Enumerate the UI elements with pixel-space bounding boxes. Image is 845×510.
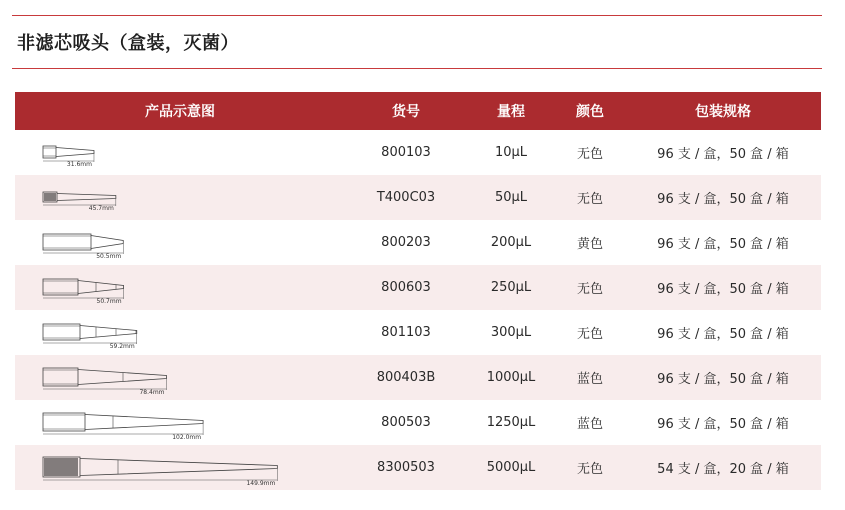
pipette-tip-drawing: [15, 355, 345, 400]
product-table: [15, 92, 821, 490]
tip-body: [80, 459, 277, 476]
product-packing: 96 支 / 盒，50 盒 / 箱: [657, 237, 789, 252]
pipette-tip-drawing: [15, 265, 345, 310]
pipette-tip-drawing: [15, 445, 345, 490]
tip-body: [85, 415, 203, 430]
tip-hub: [43, 413, 85, 431]
table-row: [15, 130, 821, 175]
pipette-tip-drawing: [15, 130, 345, 175]
header-image: 产品示意图: [145, 104, 215, 120]
product-code: 800203: [381, 235, 431, 250]
product-code: T400C03: [376, 190, 436, 205]
tip-body: [57, 194, 116, 201]
product-code: 800503: [381, 415, 431, 430]
tip-body: [91, 236, 123, 249]
tip-body: [80, 326, 137, 339]
table-header: [15, 92, 821, 130]
pipette-tip-drawing: [15, 220, 345, 265]
product-color: 无色: [576, 282, 603, 297]
pipette-tip-drawing: [15, 400, 345, 445]
length-label: 102.0mm: [172, 434, 202, 441]
tip-body: [78, 370, 167, 385]
product-color: 无色: [576, 327, 603, 342]
product-volume: 1000μL: [486, 370, 536, 385]
tip-diagram: [15, 265, 345, 310]
tip-diagram: [15, 400, 345, 445]
title-rule: [12, 68, 822, 69]
length-label: 50.5mm: [96, 253, 122, 260]
pipette-tip-drawing: [15, 310, 345, 355]
length-label: 78.4mm: [139, 389, 165, 396]
table-row: [15, 175, 821, 220]
header-packing: 包装规格: [695, 104, 751, 120]
product-volume: 300μL: [490, 325, 532, 340]
product-packing: 96 支 / 盒，50 盒 / 箱: [657, 282, 789, 297]
table-row: [15, 400, 821, 445]
length-label: 149.9mm: [246, 480, 276, 487]
product-color: 无色: [576, 462, 603, 477]
tip-body: [56, 148, 94, 157]
product-volume: 5000μL: [486, 460, 536, 475]
product-code: 801103: [381, 325, 431, 340]
product-code: 800603: [381, 280, 431, 295]
pipette-tip-drawing: [15, 175, 345, 220]
header-color: 颜色: [576, 104, 604, 120]
product-code: 800103: [381, 145, 431, 160]
product-color: 黄色: [576, 237, 603, 252]
tip-body: [78, 281, 124, 294]
product-volume: 200μL: [490, 235, 532, 250]
table-row: [15, 445, 821, 490]
table-row: [15, 265, 821, 310]
product-color: 无色: [576, 192, 603, 207]
table-row: [15, 355, 821, 400]
tip-diagram: [15, 220, 345, 265]
product-volume: 250μL: [490, 280, 532, 295]
product-packing: 96 支 / 盒，50 盒 / 箱: [657, 147, 789, 162]
product-volume: 1250μL: [486, 415, 536, 430]
product-packing: 96 支 / 盒，50 盒 / 箱: [657, 372, 789, 387]
tip-diagram: [15, 445, 345, 490]
table-row: [15, 220, 821, 265]
tip-hub: [43, 279, 78, 295]
tip-diagram: [15, 130, 345, 175]
product-packing: 96 支 / 盒，50 盒 / 箱: [657, 417, 789, 432]
product-color: 蓝色: [576, 372, 603, 387]
product-packing: 96 支 / 盒，50 盒 / 箱: [657, 327, 789, 342]
top-rule: [12, 15, 822, 16]
product-color: 蓝色: [576, 417, 603, 432]
table-row: [15, 310, 821, 355]
length-label: 45.7mm: [88, 205, 114, 212]
tip-diagram: [15, 355, 345, 400]
tip-diagram: [15, 175, 345, 220]
tip-hub: [43, 324, 80, 340]
product-volume: 50μL: [494, 190, 528, 205]
tip-diagram: [15, 310, 345, 355]
product-code: 8300503: [377, 460, 435, 475]
length-label: 31.6mm: [66, 161, 92, 168]
page-title: 非滤芯吸头（盒装，灭菌）: [17, 33, 239, 54]
product-color: 无色: [576, 147, 603, 162]
tip-hub: [43, 368, 78, 386]
product-code: 800403B: [376, 370, 436, 385]
length-label: 50.7mm: [96, 298, 122, 305]
tip-hub: [43, 234, 91, 250]
length-label: 59.2mm: [109, 343, 135, 350]
product-packing: 96 支 / 盒，50 盒 / 箱: [657, 192, 789, 207]
header-code: 货号: [392, 104, 420, 120]
product-volume: 10μL: [494, 145, 528, 160]
product-packing: 54 支 / 盒，20 盒 / 箱: [657, 462, 789, 477]
header-volume: 量程: [497, 104, 525, 120]
